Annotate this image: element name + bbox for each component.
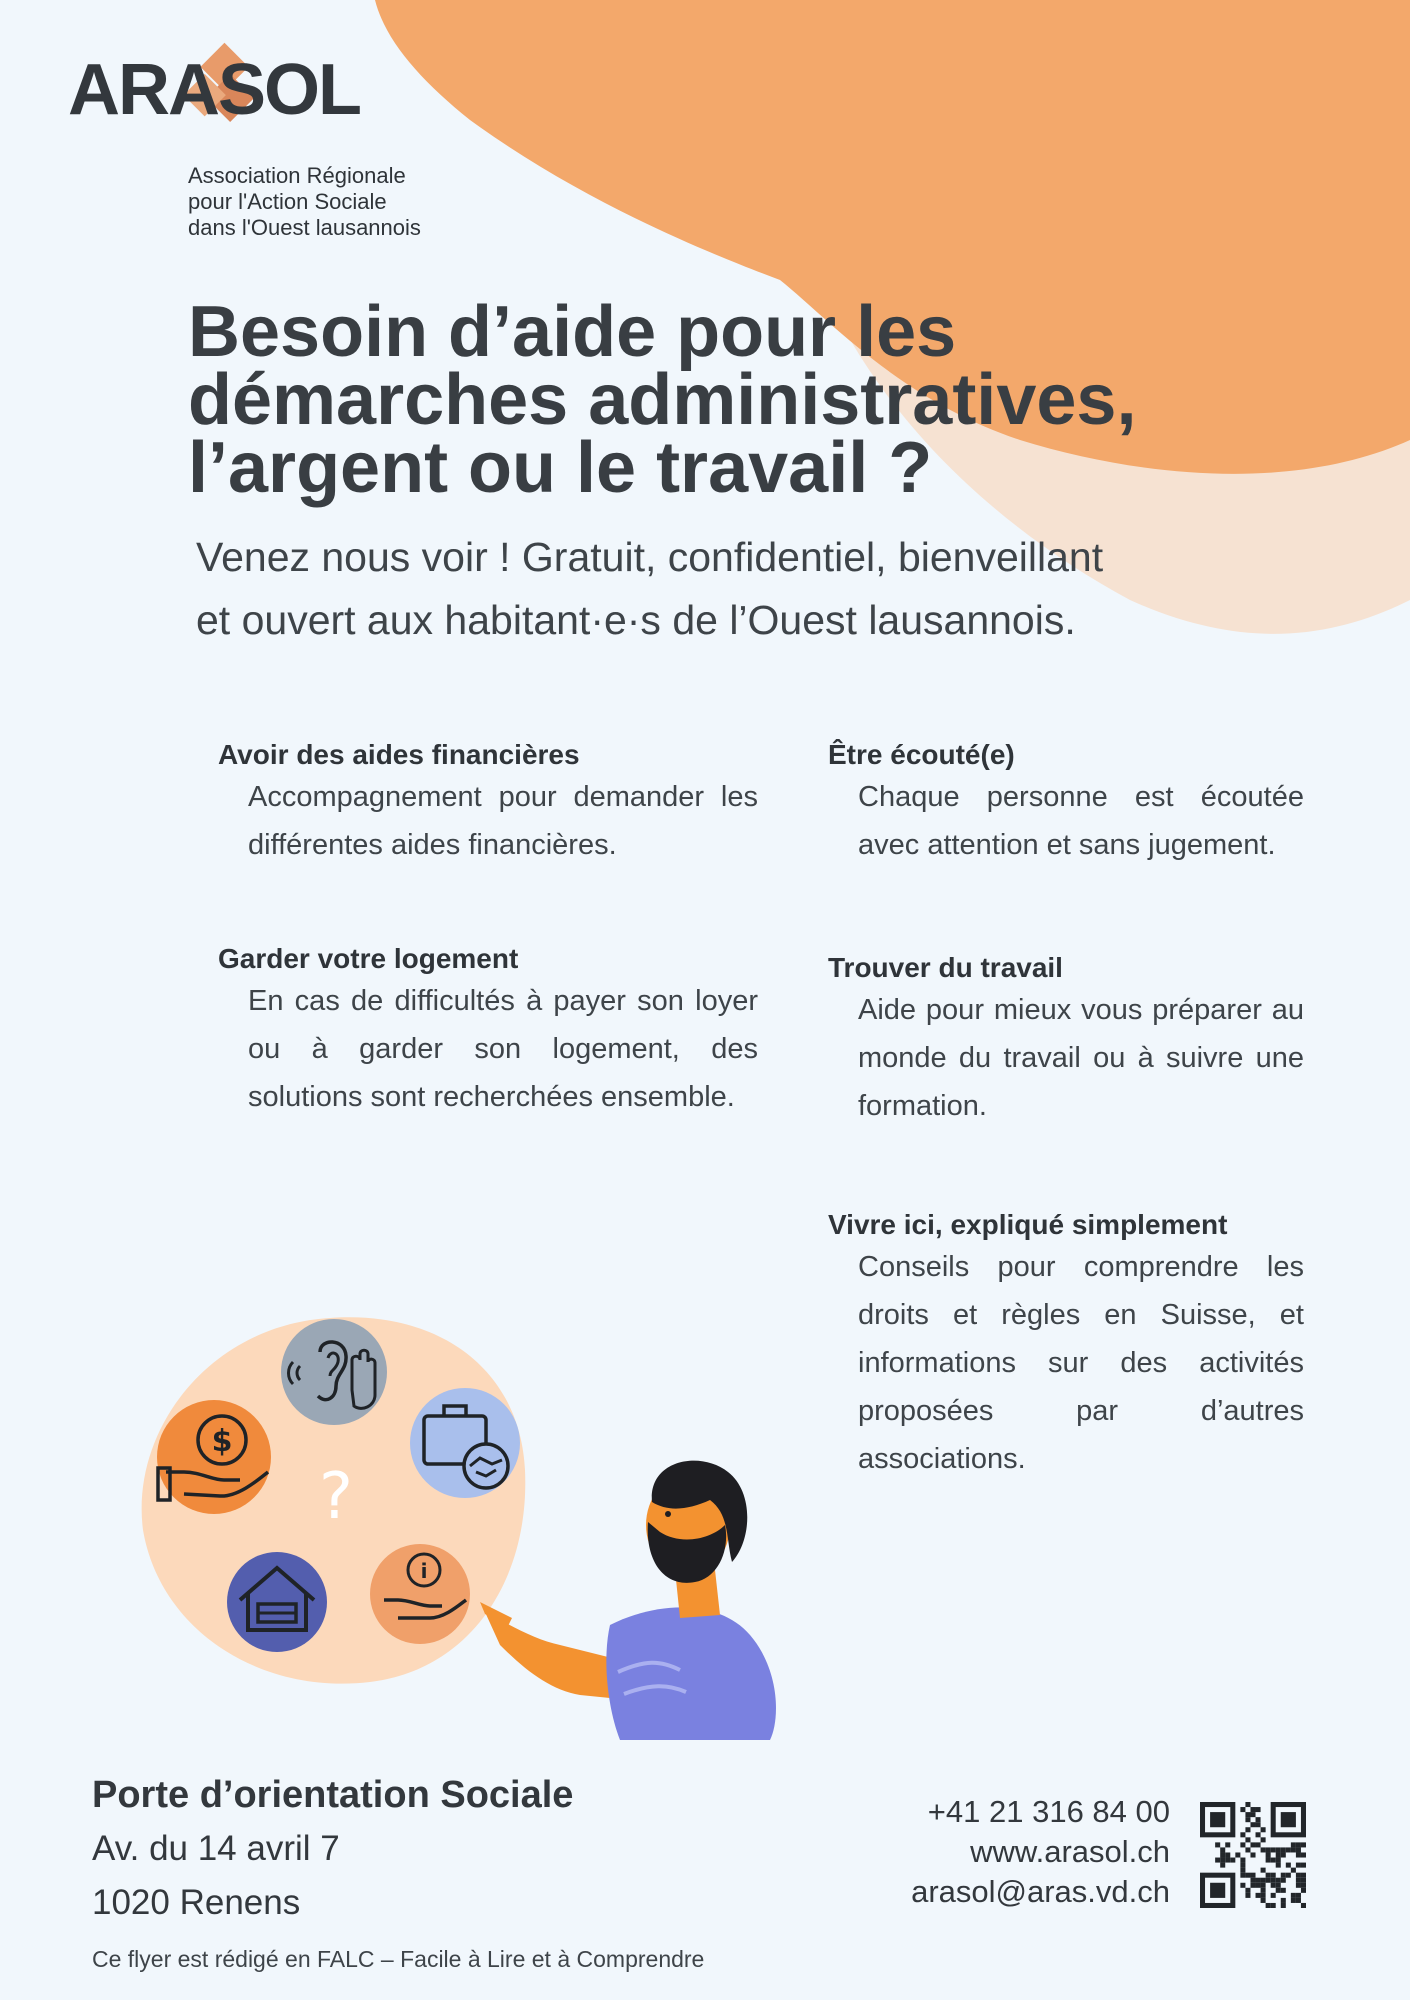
section-living xyxy=(828,1207,1304,1483)
organization-name xyxy=(188,163,508,241)
section-title: Être écouté(e) xyxy=(828,739,1015,770)
website-link[interactable]: www.arasol.ch xyxy=(970,1834,1170,1869)
info-symbol: i xyxy=(420,1559,428,1583)
section-title: Avoir des aides financières xyxy=(218,739,580,770)
headline xyxy=(188,292,1238,508)
falc-note: Ce flyer est rédigé en FALC – Facile à Lire et à Comprendre xyxy=(92,1946,705,1972)
section-title: Trouver du travail xyxy=(828,952,1063,983)
info-hand-icon xyxy=(370,1544,470,1644)
section-listen xyxy=(828,737,1304,869)
briefcase-handshake-icon xyxy=(410,1388,520,1498)
headline-line: démarches administratives, xyxy=(188,360,1137,440)
office-name: Porte d’orientation Sociale xyxy=(92,1774,574,1816)
contact-info xyxy=(911,1792,1170,1912)
section-body: Chaque personne est écoutée avec attention et sans jugement. xyxy=(858,781,1304,861)
question-mark: ? xyxy=(319,1460,353,1534)
office-address xyxy=(92,1822,340,1930)
arasol-logo xyxy=(68,38,360,138)
email-link[interactable]: arasol@aras.vd.ch xyxy=(911,1874,1170,1909)
subheadline-line: Venez nous voir ! Gratuit, confidentiel, bienveillant xyxy=(196,534,1104,580)
subheadline-line: et ouvert aux habitant·e·s de l’Ouest lausannois. xyxy=(196,597,1076,643)
section-work xyxy=(828,950,1304,1130)
headline-line: Besoin d’aide pour les xyxy=(188,292,957,372)
section-title: Vivre ici, expliqué simplement xyxy=(828,1209,1228,1240)
logo-wordmark: ARASOL xyxy=(68,50,360,130)
org-line: Association Régionale xyxy=(188,163,406,188)
dollar-symbol: $ xyxy=(211,1424,233,1459)
qr-code[interactable] xyxy=(1200,1802,1306,1908)
ear-hand-icon xyxy=(281,1319,387,1425)
section-body: En cas de difficultés à payer son loyer ou à garder son logement, des solutions sont recherchées ensemble. xyxy=(248,985,758,1113)
subheadline xyxy=(196,526,1296,652)
section-body: Conseils pour comprendre les droits et règles en Suisse, et informations sur des activités proposées par d’autres associations. xyxy=(858,1251,1304,1475)
house-bed-icon xyxy=(227,1552,327,1652)
section-housing xyxy=(218,941,758,1121)
illustration xyxy=(140,1300,800,1740)
section-body: Accompagnement pour demander les différentes aides financières. xyxy=(248,781,758,861)
section-finance xyxy=(218,737,758,869)
org-line: dans l'Ouest lausannois xyxy=(188,215,421,240)
headline-line: l’argent ou le travail ? xyxy=(188,428,933,508)
money-hand-icon xyxy=(157,1400,271,1514)
org-line: pour l'Action Sociale xyxy=(188,189,387,214)
phone-number[interactable]: +41 21 316 84 00 xyxy=(927,1794,1170,1829)
section-body: Aide pour mieux vous préparer au monde du travail ou à suivre une formation. xyxy=(858,994,1304,1122)
address-line: Av. du 14 avril 7 xyxy=(92,1829,340,1868)
address-line: 1020 Renens xyxy=(92,1883,301,1922)
section-title: Garder votre logement xyxy=(218,943,519,974)
